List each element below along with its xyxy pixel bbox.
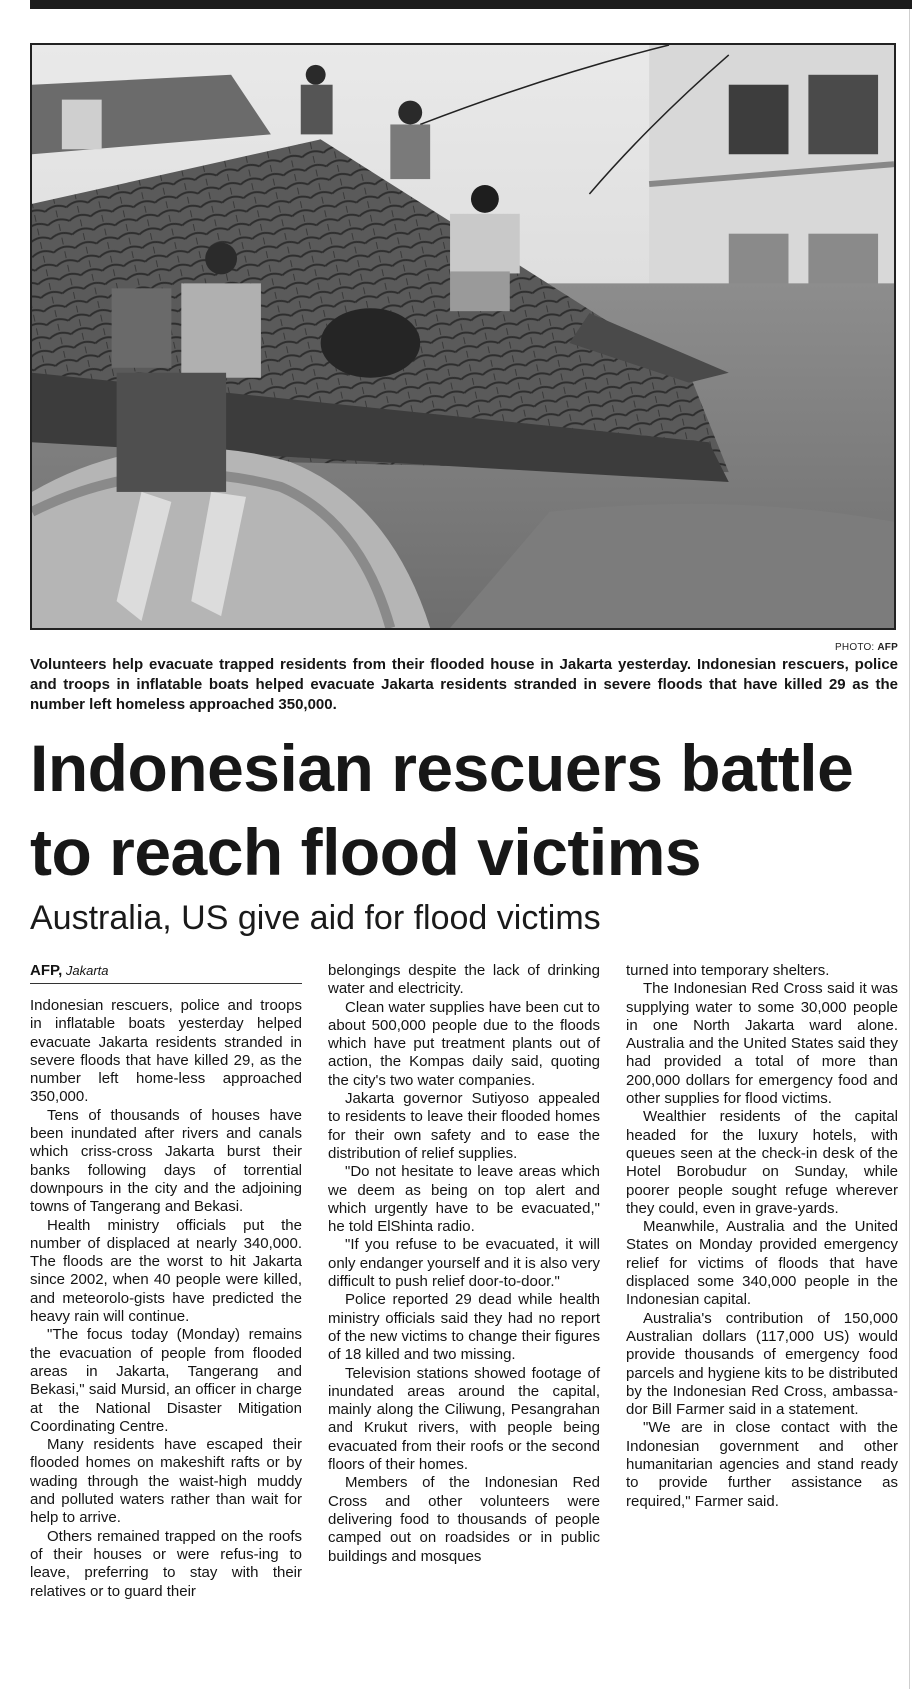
paragraph: belongings despite the lack of drinking water and electricity. bbox=[328, 962, 600, 998]
paragraph: "The focus today (Monday) remains the evacuation of people from flooded areas in Jakarta, Tangerang and Bekasi," said Mursid, an officer in charge at the National Disaster Mitigation Coordinating Centre. bbox=[30, 1326, 302, 1435]
article-column-1 bbox=[30, 962, 302, 1601]
paragraph: Jakarta governor Sutiyoso appealed to residents to leave their flooded homes for their own safety and to ease the distribution of relief supplies. bbox=[328, 1090, 600, 1162]
top-rule bbox=[30, 0, 912, 9]
photo-credit bbox=[835, 642, 898, 653]
paragraph: Many residents have escaped their flooded homes on makeshift rafts or by wading through the waist-high muddy and polluted waters rather than wait for help to arrive. bbox=[30, 1436, 302, 1527]
paragraph: Members of the Indonesian Red Cross and other volunteers were delivering food to thousands of people camped out on roadsides or in public buildings and mosques bbox=[328, 1474, 600, 1565]
article-column-3 bbox=[626, 962, 898, 1511]
paragraph: Health ministry officials put the number of displaced at nearly 340,000. The floods are the worst to hit Jakarta since 2002, when 40 people were killed, and meteorolo-gists have predicted the heavy rain will continue. bbox=[30, 1216, 302, 1326]
paragraph: "If you refuse to be evacuated, it will only endanger yourself and it is also very difficult to push relief door-to-door." bbox=[328, 1236, 600, 1291]
paragraph: Wealthier residents of the capital headed for the luxury hotels, with queues seen at the check-in desk of the Hotel Borobudur on Sunday, while poorer people sought refuge wherever they could, even in grave-yards. bbox=[626, 1108, 898, 1217]
paragraph: Others remained trapped on the roofs of their houses or were refus-ing to leave, preferring to stay with their relatives or to guard their bbox=[30, 1527, 302, 1600]
byline-place: Jakarta bbox=[65, 963, 109, 978]
byline-agency: AFP, bbox=[30, 962, 63, 979]
paragraph: Australia's contribution of 150,000 Australian dollars (117,000 US) would provide thousands of emergency food parcels and hygiene kits to be distributed by the Indonesian Red Cross, ambassa-dor Bill Farmer said in a statement. bbox=[626, 1309, 898, 1419]
paragraph: Police reported 29 dead while health ministry officials said they had no report of the new victims to change their figures of 18 killed and two missing. bbox=[328, 1291, 600, 1364]
flood-rescue-photo bbox=[30, 43, 896, 630]
headline-line-2: to reach flood victims bbox=[30, 815, 702, 889]
paragraph: The Indonesian Red Cross said it was supplying water to some 30,000 people in one North Jakarta ward alone. Australia and the United States said they had provided a total of more than 200,000 dollars for emergency food and other supplies for flood victims. bbox=[626, 980, 898, 1108]
photo-credit-source: AFP bbox=[877, 642, 898, 653]
paragraph: Indonesian rescuers, police and troops in inflatable boats yesterday helped evacuate Jakarta residents stranded in severe floods that have killed 29, as the number left home-less approached 350,000. bbox=[30, 997, 302, 1106]
photo-illustration bbox=[32, 45, 894, 628]
article-column-2 bbox=[328, 962, 600, 1566]
byline bbox=[30, 962, 302, 984]
photo-caption: Volunteers help evacuate trapped residents from their flooded house in Jakarta yesterday. Indonesian rescuers, police and troops in inflatable boats helped evacuate Jakarta residents stranded in severe floods that have killed 29 as the number left homeless approached 350,000. bbox=[30, 656, 898, 713]
paragraph: Television stations showed footage of inundated areas around the capital, mainly along the Ciliwung, Pesangrahan and Krukut rivers, with people being evacuated from their roofs or the second floors of their homes. bbox=[328, 1364, 600, 1474]
paragraph: Tens of thousands of houses have been inundated after rivers and canals which criss-cross Jakarta burst their banks following days of torrential downpours in the city and the adjoining towns of Tangerang and Bekasi. bbox=[30, 1106, 302, 1216]
headline-line-1: Indonesian rescuers battle bbox=[30, 731, 854, 805]
paragraph: Clean water supplies have been cut to about 500,000 people due to the floods which have put treatment plants out of action, the Kompas daily said, quoting the city's two water companies. bbox=[328, 998, 600, 1089]
subheadline: Australia, US give aid for flood victims bbox=[30, 899, 601, 937]
paragraph: Meanwhile, Australia and the United States on Monday provided emergency relief for victims of floods that have displaced some 340,000 people in the Indonesian capital. bbox=[626, 1218, 898, 1309]
paragraph: "We are in close contact with the Indonesian government and other humanitarian agencies and stand ready to provide further assistance as required," Farmer said. bbox=[626, 1419, 898, 1510]
paragraph: turned into temporary shelters. bbox=[626, 962, 830, 979]
photo-credit-label: PHOTO: bbox=[835, 642, 875, 653]
headline bbox=[30, 726, 910, 894]
paragraph: "Do not hesitate to leave areas which we deem as being on top alert and which urgently have to be evacuated," he told ElShinta radio. bbox=[328, 1163, 600, 1236]
